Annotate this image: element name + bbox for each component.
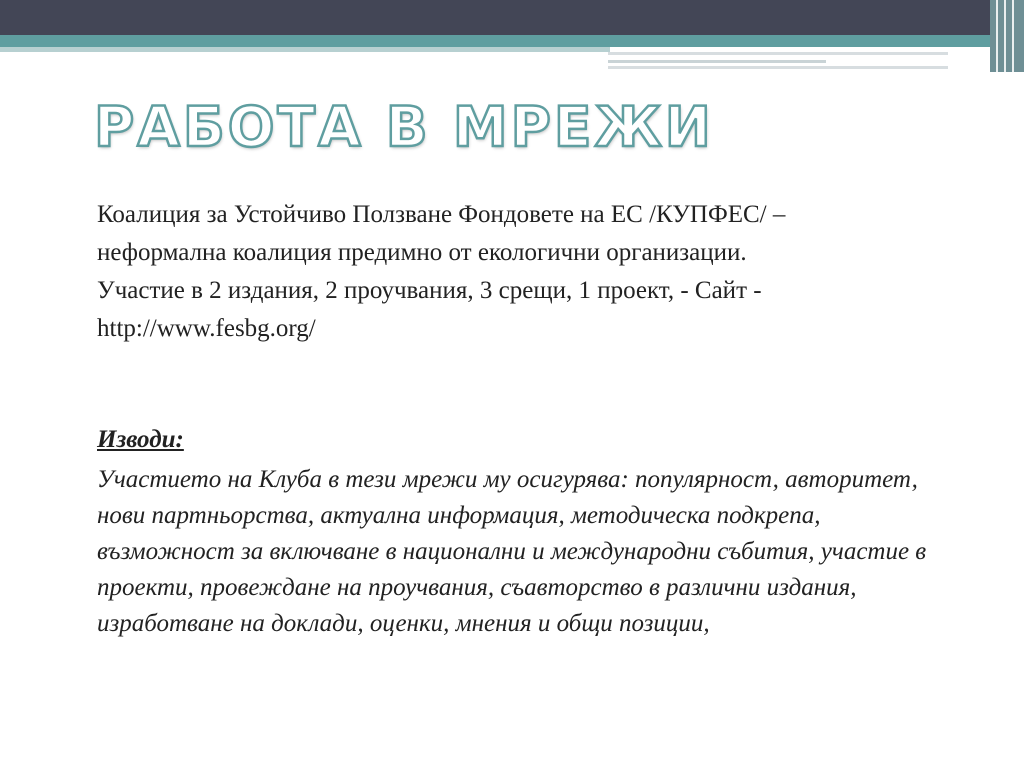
conclusions-heading: Изводи:	[97, 426, 184, 453]
slide-paragraph: Коалиция за Устойчиво Ползване Фондовете на ЕС /КУПФЕС/ – неформална коалиция предимно от екологични организации. Участие в 2 издания, 2 проучвания, 3 срещи, 1 проект, - Сайт - http://www.fesbg.org/	[97, 201, 786, 342]
header-bar	[0, 0, 1024, 35]
header-stripe	[608, 60, 826, 63]
header-accent-band	[0, 35, 1024, 47]
header-stripe	[608, 66, 948, 69]
slide-title: РАБОТА В МРЕЖИ	[94, 95, 714, 159]
conclusions-text: Участието на Клуба в тези мрежи му осигурява: популярност, авторитет, нови партньорства, актуална информация, методическа подкрепа, възможност за включване в национални и международни събития, участие в проекти, провеждане на проучвания, съавторство в различни издания, изработване на доклади, оценки, мнения и общи позиции,	[97, 466, 927, 637]
header-corner-bars	[990, 0, 1024, 72]
header-stripe	[608, 52, 948, 55]
header-accent-band-light	[0, 47, 610, 52]
